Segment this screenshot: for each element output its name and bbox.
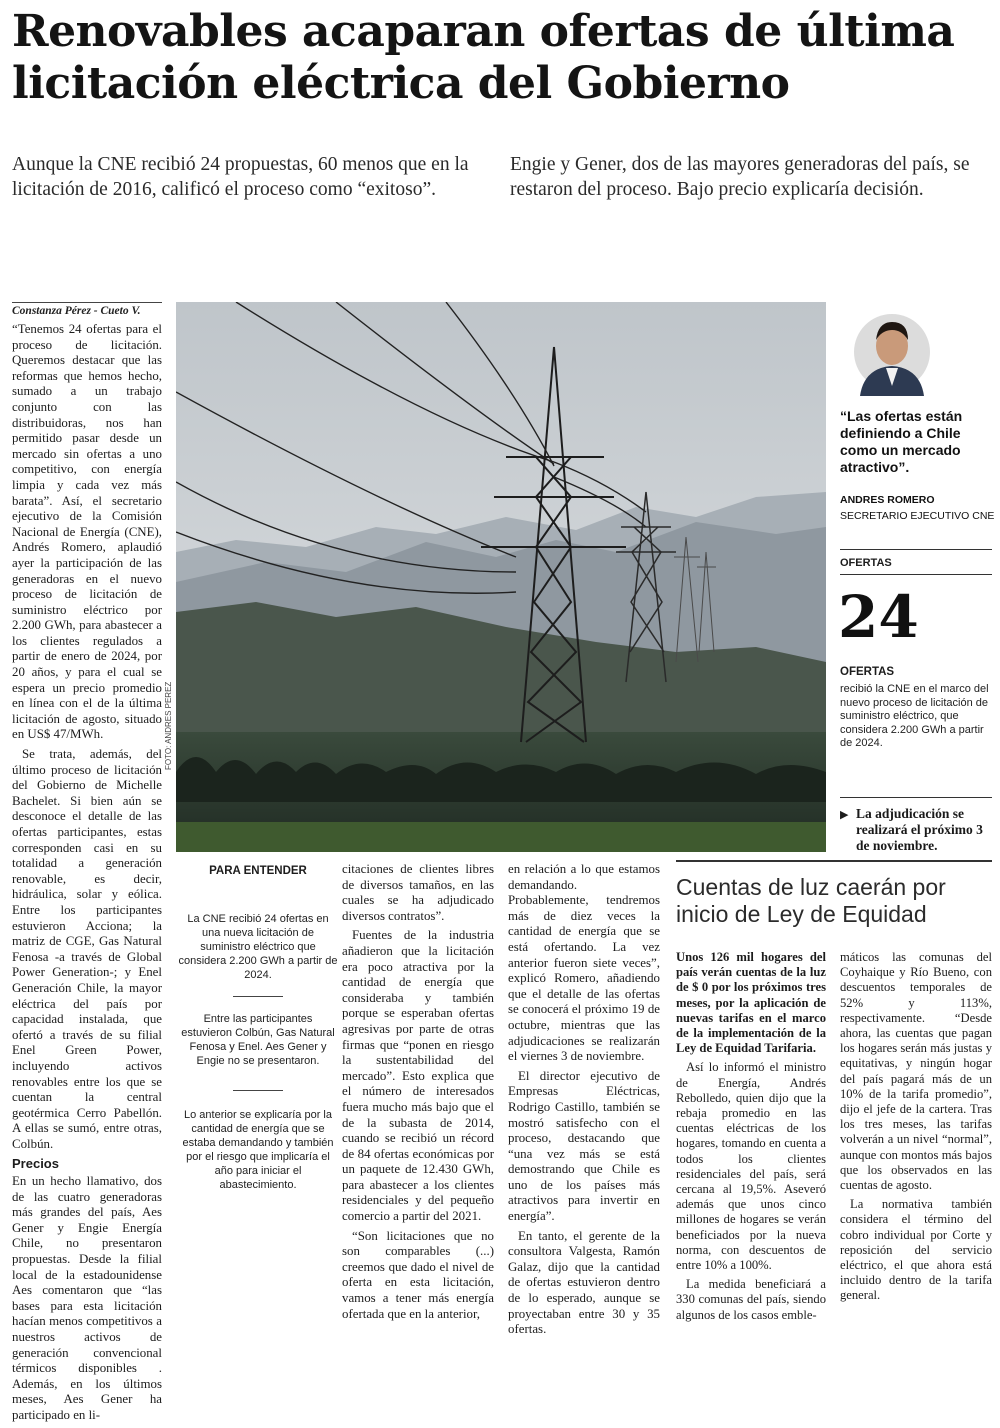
- sub-article-column-2: [840, 950, 992, 1308]
- paragraph: “Tenemos 24 ofertas para el proceso de licitación. Queremos destacar que las reformas que hemos hecho, sumado a un trabajo conjunto con las distribuidoras, nos han permitido pasar desde un mercado sin ofertas a uno competitivo, con energía limpia y cada vez más barata”. Así, el secretario ejecutivo de la Comisión Nacional de Energía (CNE), Andrés Romero, aplaudió ayer la participación de las generadoras en el nuevo proceso de licitación de suministro eléctrico por 2.200 GWh, para abastecer a los clientes regulados a partir de enero de 2024, por 20 años, y para el cual se espera un precio promedio en línea con el de la última licitación de agosto, situado en US$ 47/MWh.: [12, 322, 162, 742]
- paragraph: La medida beneficiará a 330 comunas del país, siendo algunos de los casos emble-: [676, 1277, 826, 1322]
- paragraph: “Son licitaciones que no son comparables (...) creemos que dado el nivel de oferta en esta licitación, vamos a tener más energía ofertada que en la anterior,: [342, 1228, 494, 1321]
- divider: [233, 996, 283, 997]
- stat-label: OFERTAS: [840, 666, 895, 678]
- divider: [676, 860, 992, 862]
- divider: [840, 574, 992, 575]
- quote-author-role: SECRETARIO EJECUTIVO CNE: [840, 510, 995, 522]
- sub-article-headline: Cuentas de luz caerán por inicio de Ley de Equidad: [676, 874, 946, 927]
- paragraph: En un hecho llamativo, dos de las cuatro generadoras más grandes del país, Aes Gener y Engie Energía Chile, no presentaron propuestas. Desde la filial local de la estadounidense Aes comentaron que “las bases para esta licitación hacían menos competitivos a nuestros activos de generación convencional térmicos disponibles . Además, en los últimos meses, Aes Gener ha participado en li-: [12, 1174, 162, 1422]
- para-entender-title: PARA ENTENDER: [209, 865, 307, 877]
- byline: Constanza Pérez - Cueto V.: [12, 302, 162, 317]
- article-column-3: [342, 862, 494, 1326]
- divider: [840, 797, 992, 798]
- divider: [233, 1090, 283, 1091]
- article-column-4: [508, 862, 660, 1342]
- headline: Renovables acaparan ofertas de última licitación eléctrica del Gobierno: [12, 6, 955, 109]
- subhead-precios: Precios: [12, 1156, 59, 1172]
- paragraph: en relación a lo que estamos demandando. Probablemente, tendremos más de diez veces la cantidad de energía que se está ofertando. La vez anterior fueron siete veces”, explicó Romero, añadiendo que el detalle de las ofertas se conocerá el próximo 19 de octubre, mientras que las adjudicaciones se realizarán el viernes 3 de noviembre.: [508, 862, 660, 1064]
- adjudication-note: La adjudicación se realizará el próximo 3 de noviembre.: [856, 806, 983, 853]
- quote-author: ANDRES ROMERO: [840, 494, 935, 506]
- article-column-1: [12, 322, 162, 1428]
- pull-quote: “Las ofertas están definiendo a Chile como un mercado atractivo”.: [840, 408, 963, 475]
- photo-power-towers: [176, 302, 826, 852]
- paragraph: La normativa también considera el término del cobro individual por Corte y reposición del servicio eléctrico, el que ahora está incluido dentro de la tarifa general.: [840, 1197, 992, 1303]
- para-entender-item: Lo anterior se explicaría por la cantidad de energía que se estaba demandando y también por el riesgo que implicaría el año para iniciar el abastecimiento.: [182, 1109, 334, 1191]
- para-entender-item: Entre las participantes estuvieron Colbún, Gas Natural Fenosa y Enel. Aes Gener y Engie no se presentaron.: [181, 1013, 335, 1067]
- triangle-bullet-icon: ▶: [840, 809, 849, 821]
- paragraph: Fuentes de la industria añadieron que la licitación era poco atractiva por la cantidad de energía que consideraba y también porque se esperaban ofertas agresivas por parte de otras firmas que “ponen en riesgo la sustentabilidad del mercado”. Esto explica que el número de interesados fuera mucho más bajo que el de la subasta de 2014, cuando se recibió un récord de 84 ofertas económicas por un paquete de 12.430 GWh, para abastecer a los clientes residenciales y del pequeño comercio a partir del 2021.: [342, 928, 494, 1224]
- paragraph: máticos las comunas del Coyhaique y Río Bueno, con descuentos temporales de 52% y 113%, respectivamente. “Desde ahora, las cuentas que pagan los hogares serán más justas y equitativas, y ningún hogar del país pagará más de un 10% de la tarifa promedio”, dijo el jefe de la cartera. Tras los tres meses, las tarifas volverán a un nivel “normal”, aunque con montos más bajos que los observados en las cuentas de agosto.: [840, 950, 992, 1193]
- photo-credit: FOTO: ANDRES PEREZ: [164, 681, 173, 770]
- para-entender-item: La CNE recibió 24 ofertas en una nueva licitación de suministro eléctrico que considera 2.200 GWh a partir de 2024.: [178, 913, 338, 981]
- divider: [840, 549, 992, 550]
- paragraph: Se trata, además, del último proceso de licitación del Gobierno de Michelle Bachelet. Si bien aún se desconoce el detalle de las ofertas participantes, estas corresponden casi en su totalidad a generación renovable, es decir, hidráulica, solar y eólica. Entre los participantes estuvieron Acciona; la matriz de CGE, Gas Natural Fenosa -a través de Global Power Generation-; y Enel Generación Chile, la mayor eléctrica del país por capacidad instalada, que ofertó a través de su filial Enel Green Power, incluyendo activos renovables entre los que se cuentan la central geotérmica Cerro Pabellón. A ellas se sumó, entre otras, Colbún.: [12, 747, 162, 1151]
- paragraph: En tanto, el gerente de la consultora Valgesta, Ramón Galaz, dijo que la cantidad de ofertas estuvieron dentro de lo esperado, aunque se proyectaban entre 30 y 35 ofertas.: [508, 1228, 660, 1337]
- portrait-avatar: [854, 306, 930, 396]
- paragraph: Así lo informó el ministro de Energía, Andrés Rebolledo, quien dijo que la rebaja promedio en las cuentas eléctricas de los hogares, tomando en cuenta a todos los clientes residenciales del país, será cercana al 19,5%. Aseveró además que unos cinco millones de hogares se verán beneficiados por la nueva norma, con descuentos de entre 10% a 100%.: [676, 1060, 826, 1273]
- stat-kicker: OFERTAS: [840, 557, 892, 569]
- paragraph: El director ejecutivo de Empresas Eléctricas, Rodrigo Castillo, también se mostró satisfecho con el proceso, destacando que “una vez más se está demostrando que Chile es uno de los países más atractivos para invertir en energía”.: [508, 1068, 660, 1224]
- stat-number: 24: [838, 583, 919, 651]
- paragraph: citaciones de clientes libres de diversos tamaños, en las cuales se ha adjudicado diversos contratos”.: [342, 862, 494, 923]
- sub-article-column-1: [676, 950, 826, 1327]
- stat-description: recibió la CNE en el marco del nuevo proceso de licitación de suministro eléctrico, que considera 2.200 GWh a partir de 2024.: [840, 683, 989, 750]
- paragraph: Unos 126 mil hogares del país verán cuentas de la luz de $ 0 por los próximos tres meses, por la aplicación de nuevas tarifas en el marco de la implementación de la Ley de Equidad Tarifaria.: [676, 950, 826, 1056]
- deck-left: Aunque la CNE recibió 24 propuestas, 60 menos que en la licitación de 2016, calificó el proceso como “exitoso”.: [12, 154, 469, 200]
- deck-right: Engie y Gener, dos de las mayores generadoras del país, se restaron del proceso. Bajo precio explicaría decisión.: [510, 154, 970, 200]
